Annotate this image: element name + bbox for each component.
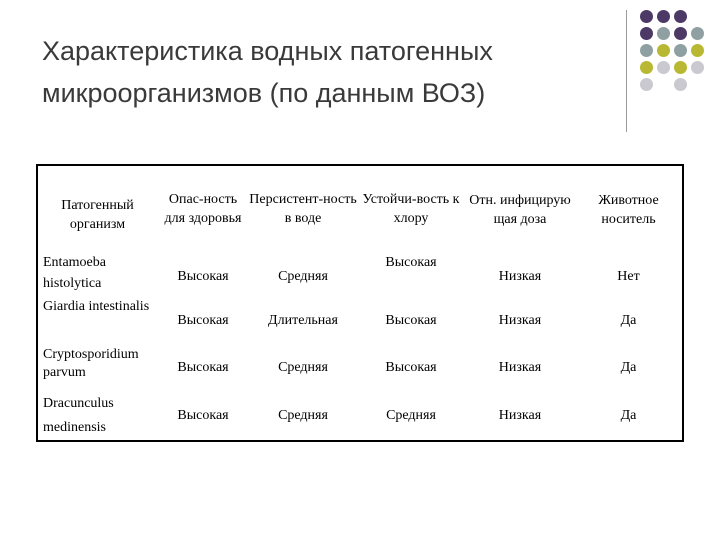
decorative-divider — [626, 10, 627, 132]
table-row — [37, 296, 683, 344]
decorative-dot — [640, 27, 653, 40]
header-animal: Животное носитель — [598, 193, 659, 227]
pathogen-table — [36, 164, 684, 442]
cell-chlorine: Средняя — [386, 407, 436, 423]
decorative-dot-grid — [640, 10, 706, 93]
cell-organism: Cryptosporidium parvum — [43, 347, 139, 380]
cell-dose: Низкая — [498, 312, 542, 328]
header-persistence: Персистент-ность в воде — [249, 192, 357, 226]
cell-hazard: Высокая — [177, 359, 229, 375]
cell-animal: Да — [620, 407, 637, 423]
decorative-dot — [657, 44, 670, 57]
decorative-dot — [657, 27, 670, 40]
cell-hazard: Высокая — [177, 407, 229, 423]
table-row — [37, 344, 683, 390]
header-organism: Патогенный организм — [61, 198, 134, 232]
decorative-dot — [640, 44, 653, 57]
cell-persistence: Средняя — [278, 407, 328, 423]
header-dose: Отн. инфицирую щая доза — [469, 193, 571, 227]
decorative-dot — [674, 61, 687, 74]
slide-title-line-2: микроорганизмов (по данным ВОЗ) — [42, 78, 486, 108]
decorative-dot — [640, 78, 653, 91]
header-hazard: Опас-ность для здоровья — [164, 192, 242, 226]
decorative-dot — [691, 27, 704, 40]
cell-organism: Entamoeba histolytica — [43, 255, 106, 291]
table-header-row — [37, 165, 683, 250]
decorative-dot — [691, 44, 704, 57]
decorative-dot — [691, 10, 704, 23]
cell-animal: Нет — [617, 268, 640, 284]
decorative-dot — [674, 44, 687, 57]
table-row — [37, 250, 683, 296]
cell-organism: Dracunculus medinensis — [43, 396, 114, 435]
decorative-dot — [674, 10, 687, 23]
cell-chlorine: Высокая — [385, 359, 437, 375]
decorative-dot — [691, 61, 704, 74]
cell-animal: Да — [620, 359, 637, 375]
cell-persistence: Длительная — [268, 312, 338, 328]
header-chlorine: Устойчи-вость к хлору — [362, 192, 460, 226]
decorative-dot — [657, 10, 670, 23]
cell-chlorine: Высокая — [385, 255, 437, 270]
cell-dose: Низкая — [498, 268, 542, 284]
decorative-dot — [640, 61, 653, 74]
decorative-dot — [640, 10, 653, 23]
decorative-dot — [691, 78, 704, 91]
slide-title-line-1: Характеристика водных патогенных — [42, 36, 493, 66]
cell-animal: Да — [620, 312, 637, 328]
cell-chlorine: Высокая — [385, 312, 437, 328]
cell-hazard: Высокая — [177, 312, 229, 328]
cell-dose: Низкая — [498, 359, 542, 375]
cell-dose: Низкая — [498, 407, 542, 423]
decorative-dot — [657, 78, 670, 91]
decorative-dot — [657, 61, 670, 74]
cell-hazard: Высокая — [177, 268, 229, 284]
slide-title — [42, 30, 602, 114]
cell-persistence: Средняя — [278, 359, 328, 375]
cell-organism: Giardia intestinalis — [43, 299, 150, 314]
table-row — [37, 390, 683, 441]
decorative-dot — [674, 78, 687, 91]
cell-persistence: Средняя — [278, 268, 328, 284]
decorative-dot — [674, 27, 687, 40]
